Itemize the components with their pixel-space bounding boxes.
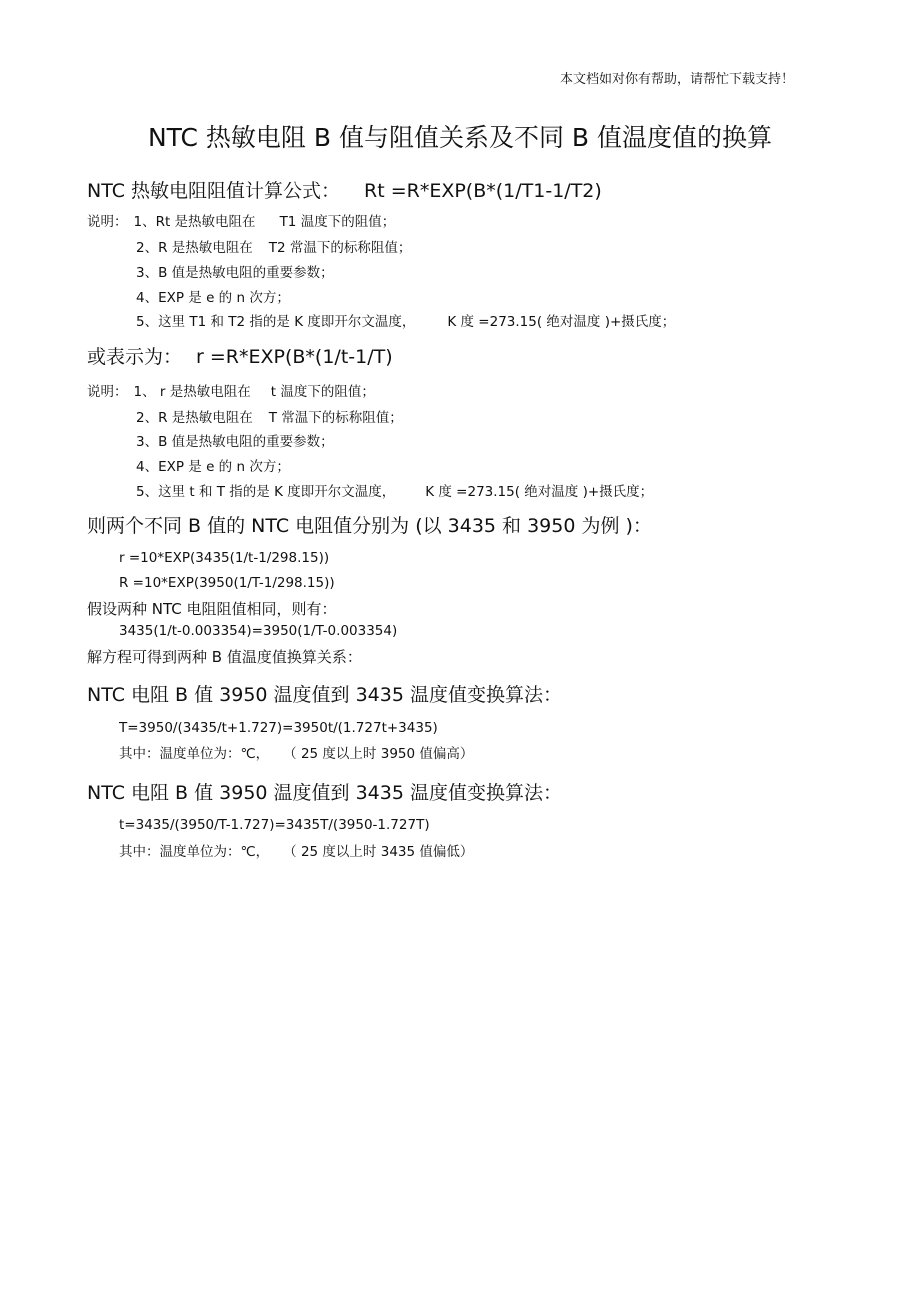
section3-heading: 则两个不同 B 值的 NTC 电阻值分别为 (以 3435 和 3950 为例 )： (87, 515, 652, 537)
section1-formula: Rt =R*EXP(B*(1/T1-1/T2) (364, 180, 602, 202)
section2-heading-text: 或表示为： (87, 346, 183, 368)
item-text: K 度 =273.15( 绝对温度 )+摄氏度； (447, 314, 676, 330)
item-text: 1、 r 是热敏电阻在 (133, 384, 251, 400)
section2-formula: r =R*EXP(B*(1/t-1/T) (196, 346, 393, 368)
equation-r: r =10*EXP(3435(1/t-1/298.15)) (119, 550, 330, 566)
section2-item-5 (136, 480, 653, 500)
header-note: 本文档如对你有帮助，请帮忙下载支持！ (559, 72, 794, 87)
section1-item-5 (136, 310, 675, 330)
item-text: 2、R 是热敏电阻在 (136, 240, 253, 256)
equation-R: R =10*EXP(3950(1/T-1/298.15)) (119, 575, 335, 591)
item-text: 1、Rt 是热敏电阻在 (133, 214, 256, 230)
range-note: （ 25 度以上时 3435 值偏低） (283, 844, 474, 860)
section5-note (119, 840, 473, 860)
section1-item-1 (87, 210, 395, 230)
equation-equal: 3435(1/t-0.003354)=3950(1/T-0.003354) (119, 623, 398, 639)
range-note: （ 25 度以上时 3950 值偏高） (283, 746, 474, 762)
unit-note: 其中：温度单位为：℃， (119, 746, 270, 762)
item-text: T1 温度下的阻值； (279, 214, 396, 230)
item-text: 2、R 是热敏电阻在 (136, 410, 253, 426)
item-text: 5、这里 T1 和 T2 指的是 K 度即开尔文温度， (136, 314, 416, 330)
section2-item-2 (136, 406, 403, 426)
conversion-equation-T: T=3950/(3435/t+1.727)=3950t/(1.727t+3435) (119, 720, 438, 736)
section1-item-3: 3、B 值是热敏电阻的重要参数； (136, 265, 334, 281)
section1-heading (87, 176, 602, 203)
item-text: T 常温下的标称阻值； (268, 410, 403, 426)
section1-item-2 (136, 236, 411, 256)
item-text: t 温度下的阻值； (270, 384, 375, 400)
section2-item-4: 4、EXP 是 e 的 n 次方； (136, 459, 290, 475)
unit-note: 其中：温度单位为：℃， (119, 844, 270, 860)
note-label: 说明： (87, 214, 128, 230)
item-text: T2 常温下的标称阻值； (268, 240, 412, 256)
section2-heading (87, 342, 393, 369)
item-text: 5、这里 t 和 T 指的是 K 度即开尔文温度， (136, 484, 396, 500)
solve-text: 解方程可得到两种 B 值温度值换算关系： (87, 648, 362, 666)
section4-note (119, 742, 473, 762)
section4-heading: NTC 电阻 B 值 3950 温度值到 3435 温度值变换算法： (87, 684, 562, 706)
section1-item-4: 4、EXP 是 e 的 n 次方； (136, 290, 290, 306)
document-title: NTC 热敏电阻 B 值与阻值关系及不同 B 值温度值的换算 (147, 123, 772, 152)
section2-item-1 (87, 380, 375, 400)
item-text: K 度 =273.15( 绝对温度 )+摄氏度； (425, 484, 654, 500)
section5-heading: NTC 电阻 B 值 3950 温度值到 3435 温度值变换算法： (87, 782, 562, 804)
section1-heading-text: NTC 热敏电阻阻值计算公式： (87, 180, 341, 202)
conversion-equation-t: t=3435/(3950/T-1.727)=3435T/(3950-1.727T) (119, 817, 430, 833)
assumption-text: 假设两种 NTC 电阻阻值相同，则有： (87, 600, 337, 618)
note-label: 说明： (87, 384, 128, 400)
section2-item-3: 3、B 值是热敏电阻的重要参数； (136, 434, 334, 450)
